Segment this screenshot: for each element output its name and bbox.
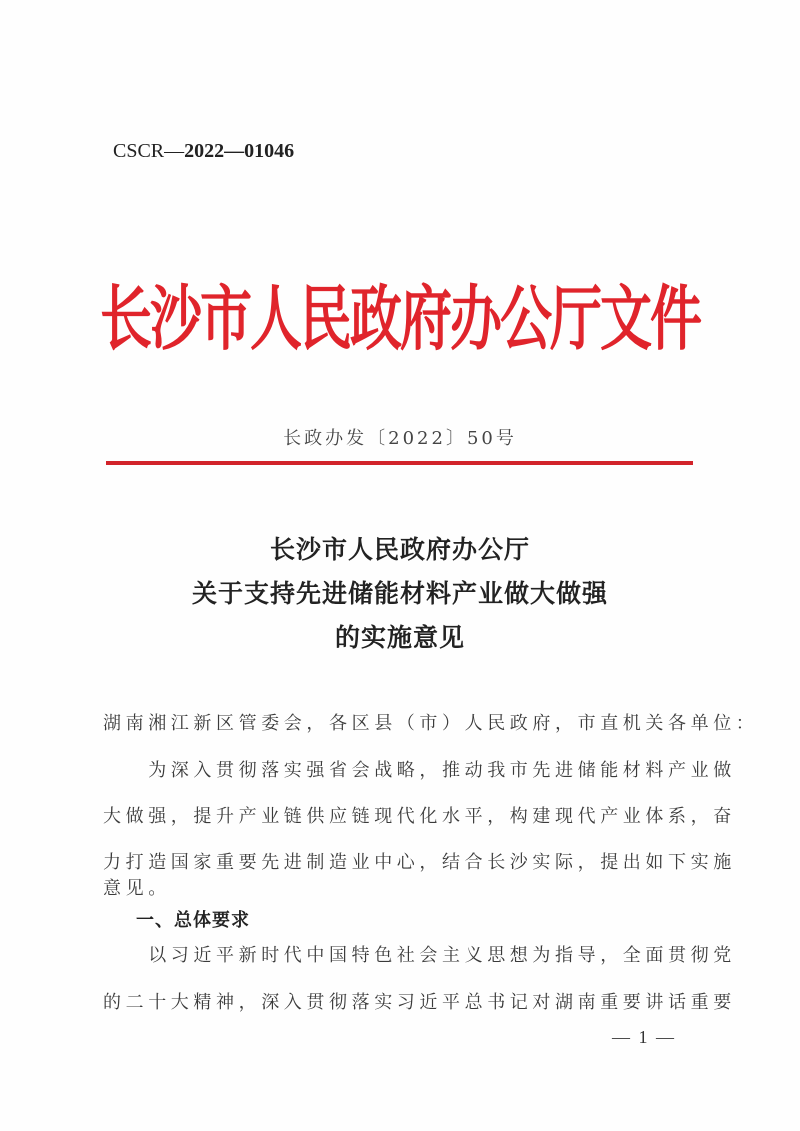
- document-title: [0, 528, 800, 660]
- document-code: [113, 140, 294, 163]
- body-line: 意见。: [103, 878, 171, 899]
- title-line: 关于支持先进储能材料产业做大做强: [191, 579, 608, 608]
- issuer-header: 长沙市人民政府办公厅文件: [99, 278, 700, 361]
- title-line: 长沙市人民政府办公厅: [269, 535, 530, 564]
- section-body-line: 的二十大精神，深入贯彻落实习近平总书记对湖南重要讲话重要: [103, 992, 736, 1013]
- page-number: — 1 —: [612, 1027, 676, 1047]
- code-separator: —: [224, 140, 245, 162]
- title-line: 的实施意见: [334, 623, 465, 652]
- section-body-line: 以习近平新时代中国特色社会主义思想为指导，全面贯彻党: [103, 945, 736, 966]
- code-serial: 01046: [244, 140, 295, 162]
- addressee-line: 湖南湘江新区管委会，各区县（市）人民政府，市直机关各单位：: [103, 713, 759, 734]
- document-number: 长政办发〔2022〕50号: [283, 428, 517, 449]
- red-divider: [106, 461, 693, 465]
- body-line: 力打造国家重要先进制造业中心，结合长沙实际，提出如下实施: [103, 852, 736, 873]
- body-line: 大做强，提升产业链供应链现代化水平，构建现代产业体系，奋: [103, 806, 736, 827]
- code-year: 2022: [184, 140, 225, 162]
- code-prefix: CSCR—: [113, 140, 185, 162]
- section-heading: 一、总体要求: [136, 910, 250, 931]
- body-line: 为深入贯彻落实强省会战略，推动我市先进储能材料产业做: [103, 760, 736, 781]
